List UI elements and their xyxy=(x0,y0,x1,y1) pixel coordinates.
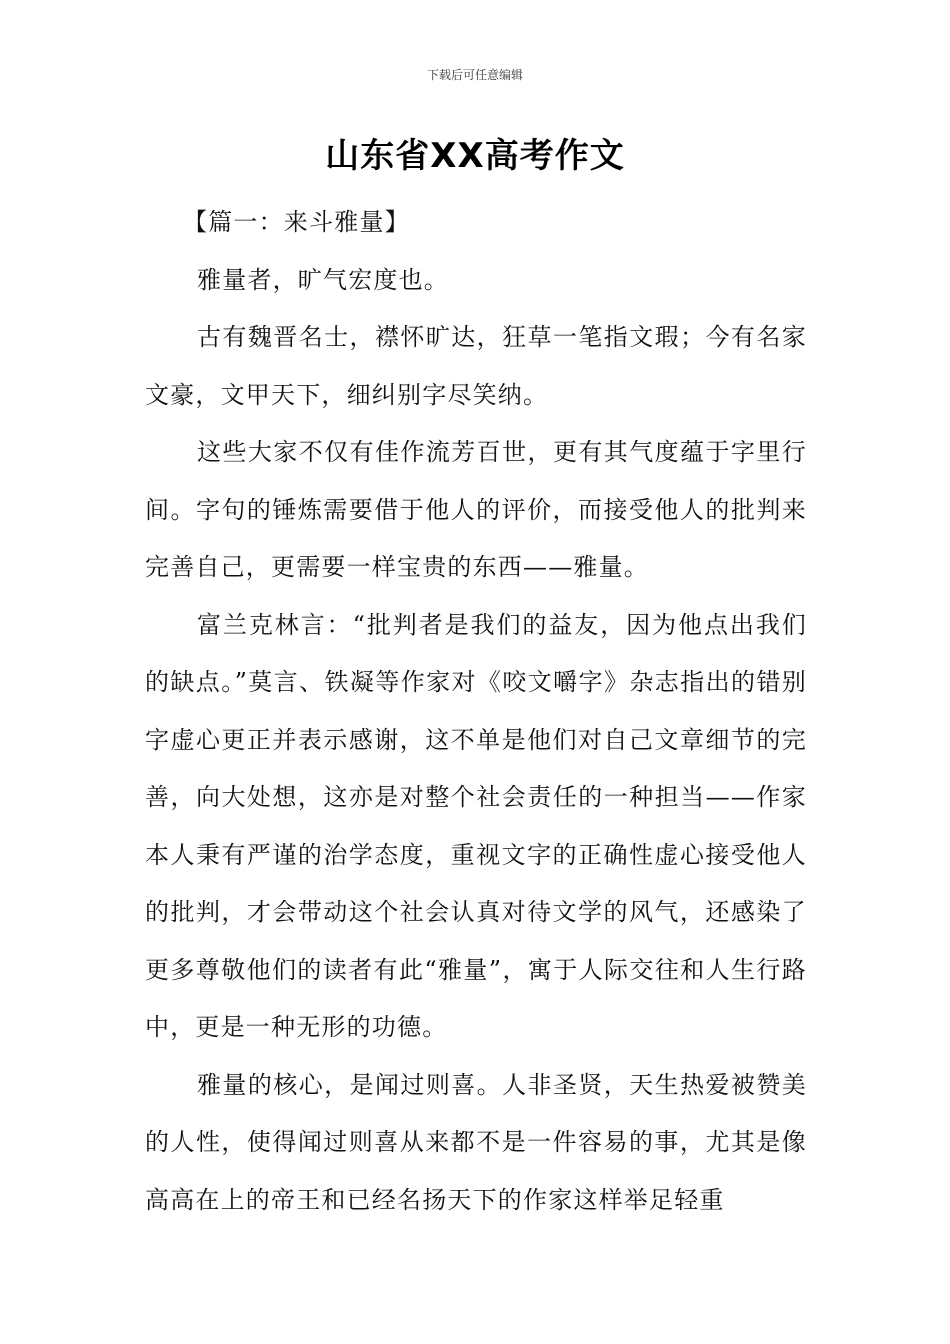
header-note: 下载后可任意编辑 xyxy=(426,68,523,82)
paragraph: 古有魏晋名士，襟怀旷达，狂草一笔指文瑕；今有名家文豪，文甲天下，细纠别字尽笑纳。 xyxy=(145,323,807,409)
paragraph: 这些大家不仅有佳作流芳百世，更有其气度蕴于字里行间。字句的锤炼需要借于他人的评价，而接受他人的批判来完善自己，更需要一样宝贵的东西——雅量。 xyxy=(145,438,807,581)
document-body xyxy=(145,194,807,1229)
section-heading: 【篇一：来斗雅量】 xyxy=(183,208,410,236)
paragraph: 富兰克林言：“批判者是我们的益友，因为他点出我们的缺点。”莫言、铁凝等作家对《咬文嚼字》杂志指出的错别字虚心更正并表示感谢，这不单是他们对自己文章细节的完善，向大处想，这亦是对整个社会责任的一种担当——作家本人秉有严谨的治学态度，重视文字的正确性虚心接受他人的批判，才会带动这个社会认真对待文学的风气，还感染了更多尊敬他们的读者有此“雅量”，寓于人际交往和人生行路中，更是一种无形的功德。 xyxy=(145,610,807,1041)
paragraph: 雅量者，旷气宏度也。 xyxy=(197,265,449,294)
paragraph: 雅量的核心，是闻过则喜。人非圣贤，天生热爱被赞美的人性，使得闻过则喜从来都不是一件容易的事，尤其是像高高在上的帝王和已经名扬天下的作家这样举足轻重 xyxy=(145,1070,807,1214)
document-title: 山东省XX高考作文 xyxy=(325,136,625,176)
